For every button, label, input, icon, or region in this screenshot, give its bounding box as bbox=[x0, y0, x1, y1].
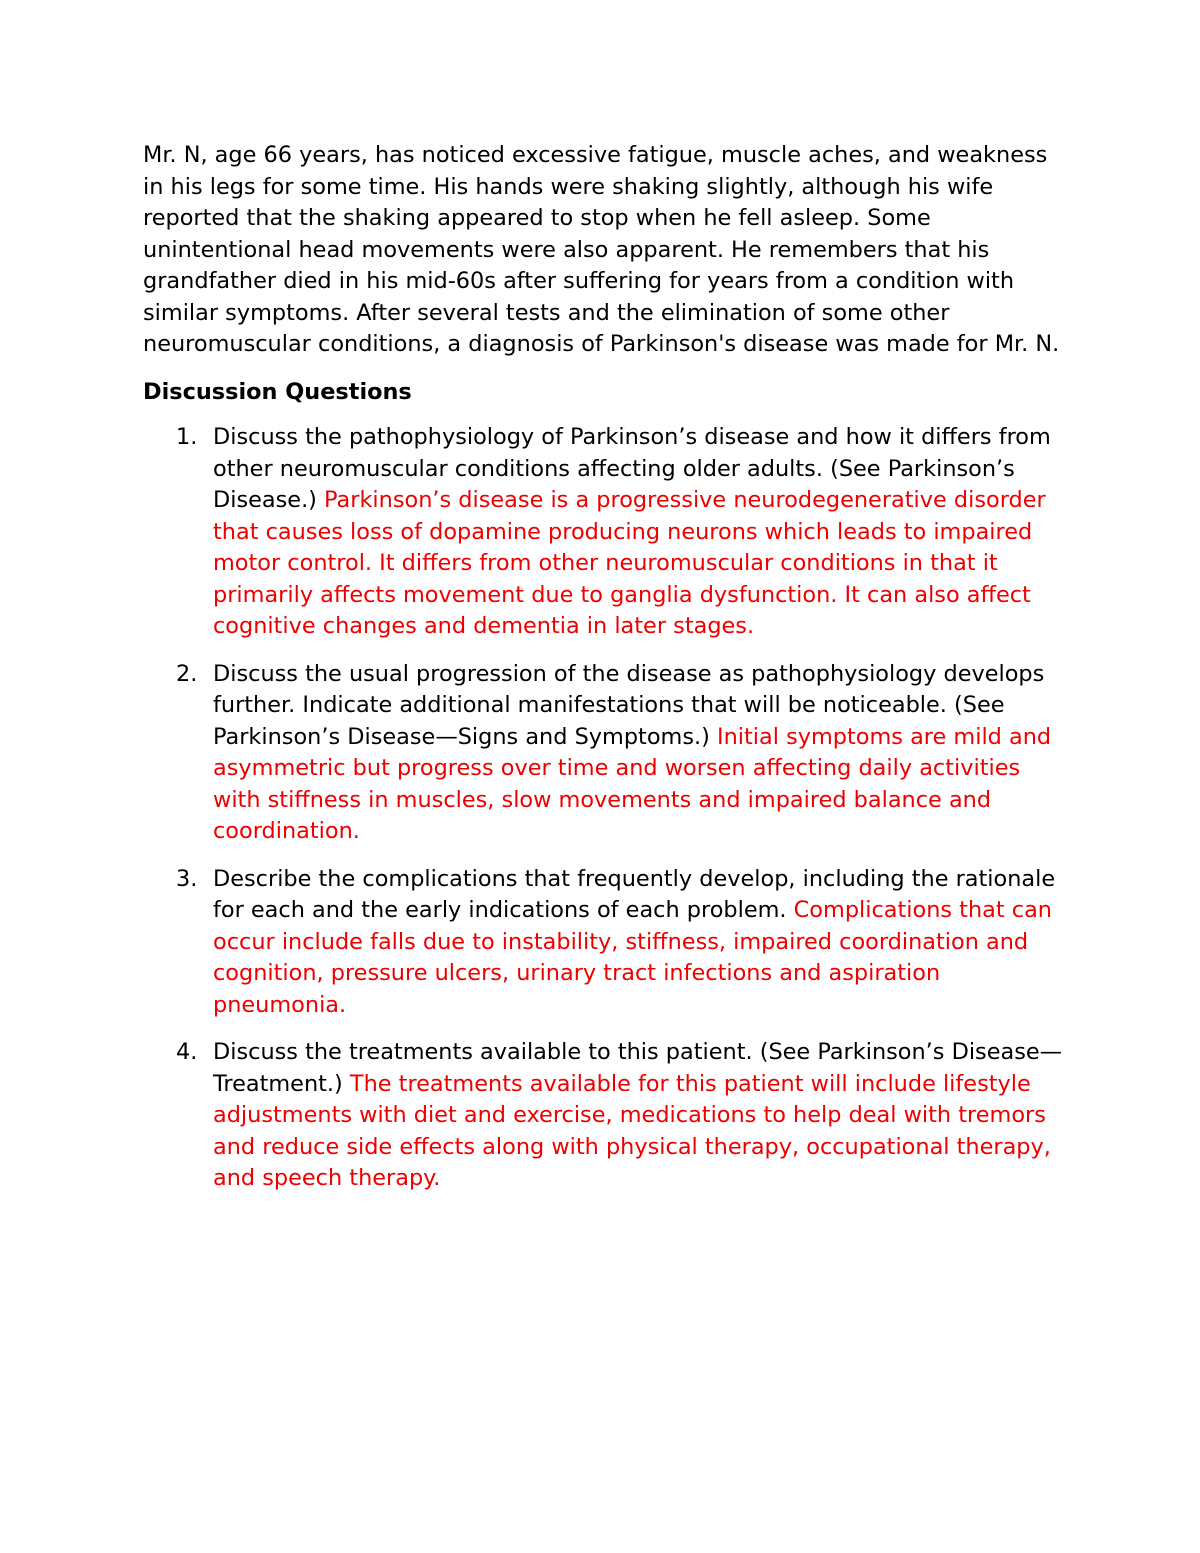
discussion-questions-heading: Discussion Questions bbox=[143, 378, 412, 405]
question-text: Discuss the usual progression of the disease as pathophysiology develops further. Indicate additional manifestations that will be noticeable. (See Parkinson’s Disease—Signs and Symptoms.) bbox=[213, 660, 1045, 750]
question-item-2 bbox=[143, 659, 1073, 848]
question-item-1 bbox=[143, 422, 1073, 643]
question-text: Describe the complications that frequently develop, including the rationale for each and the early indications of each problem. bbox=[213, 865, 1056, 923]
question-number: 2. bbox=[176, 660, 198, 687]
question-text: Discuss the pathophysiology of Parkinson’s disease and how it differs from other neuromuscular conditions affecting older adults. (See Parkinson’s Disease.) bbox=[213, 424, 1051, 513]
answer-text: The treatments available for this patient will include lifestyle adjustments with diet and exercise, medications to help deal with tremors and reduce side effects along with physical therapy, occupational therapy, and speech therapy. bbox=[213, 1070, 1051, 1191]
question-text: Discuss the treatments available to this patient. (See Parkinson’s Disease—Treatment.) bbox=[213, 1039, 1063, 1097]
case-intro-paragraph: Mr. N, age 66 years, has noticed excessive fatigue, muscle aches, and weakness in his legs for some time. His hands were shaking slightly, although his wife reported that the shaking appeared to stop when he fell asleep. Some unintentional head movements were also apparent. He remembers that his grandfather died in his mid-60s after suffering for years from a condition with similar symptoms. After several tests and the elimination of some other neuromuscular conditions, a diagnosis of Parkinson's disease was made for Mr. N. bbox=[143, 142, 1060, 357]
answer-text: Parkinson’s disease is a progressive neurodegenerative disorder that causes loss of dopamine producing neurons which leads to impaired motor control. It differs from other neuromuscular conditions in that it primarily affects movement due to ganglia dysfunction. It can also affect cognitive changes and dementia in later stages. bbox=[213, 487, 1046, 639]
answer-text: Complications that can occur include falls due to instability, stiffness, impaired coordination and cognition, pressure ulcers, urinary tract infections and aspiration pneumonia. bbox=[213, 897, 1052, 1018]
questions-list bbox=[143, 422, 1073, 1195]
document-page bbox=[143, 140, 1073, 1211]
answer-text: Initial symptoms are mild and asymmetric but progress over time and worsen affecting daily activities with stiffness in muscles, slow movements and impaired balance and coordination. bbox=[213, 723, 1052, 844]
question-number: 3. bbox=[176, 865, 198, 892]
question-item-3 bbox=[143, 864, 1073, 1022]
question-number: 4. bbox=[176, 1039, 198, 1065]
question-number: 1. bbox=[176, 424, 198, 450]
question-item-4 bbox=[143, 1037, 1073, 1195]
